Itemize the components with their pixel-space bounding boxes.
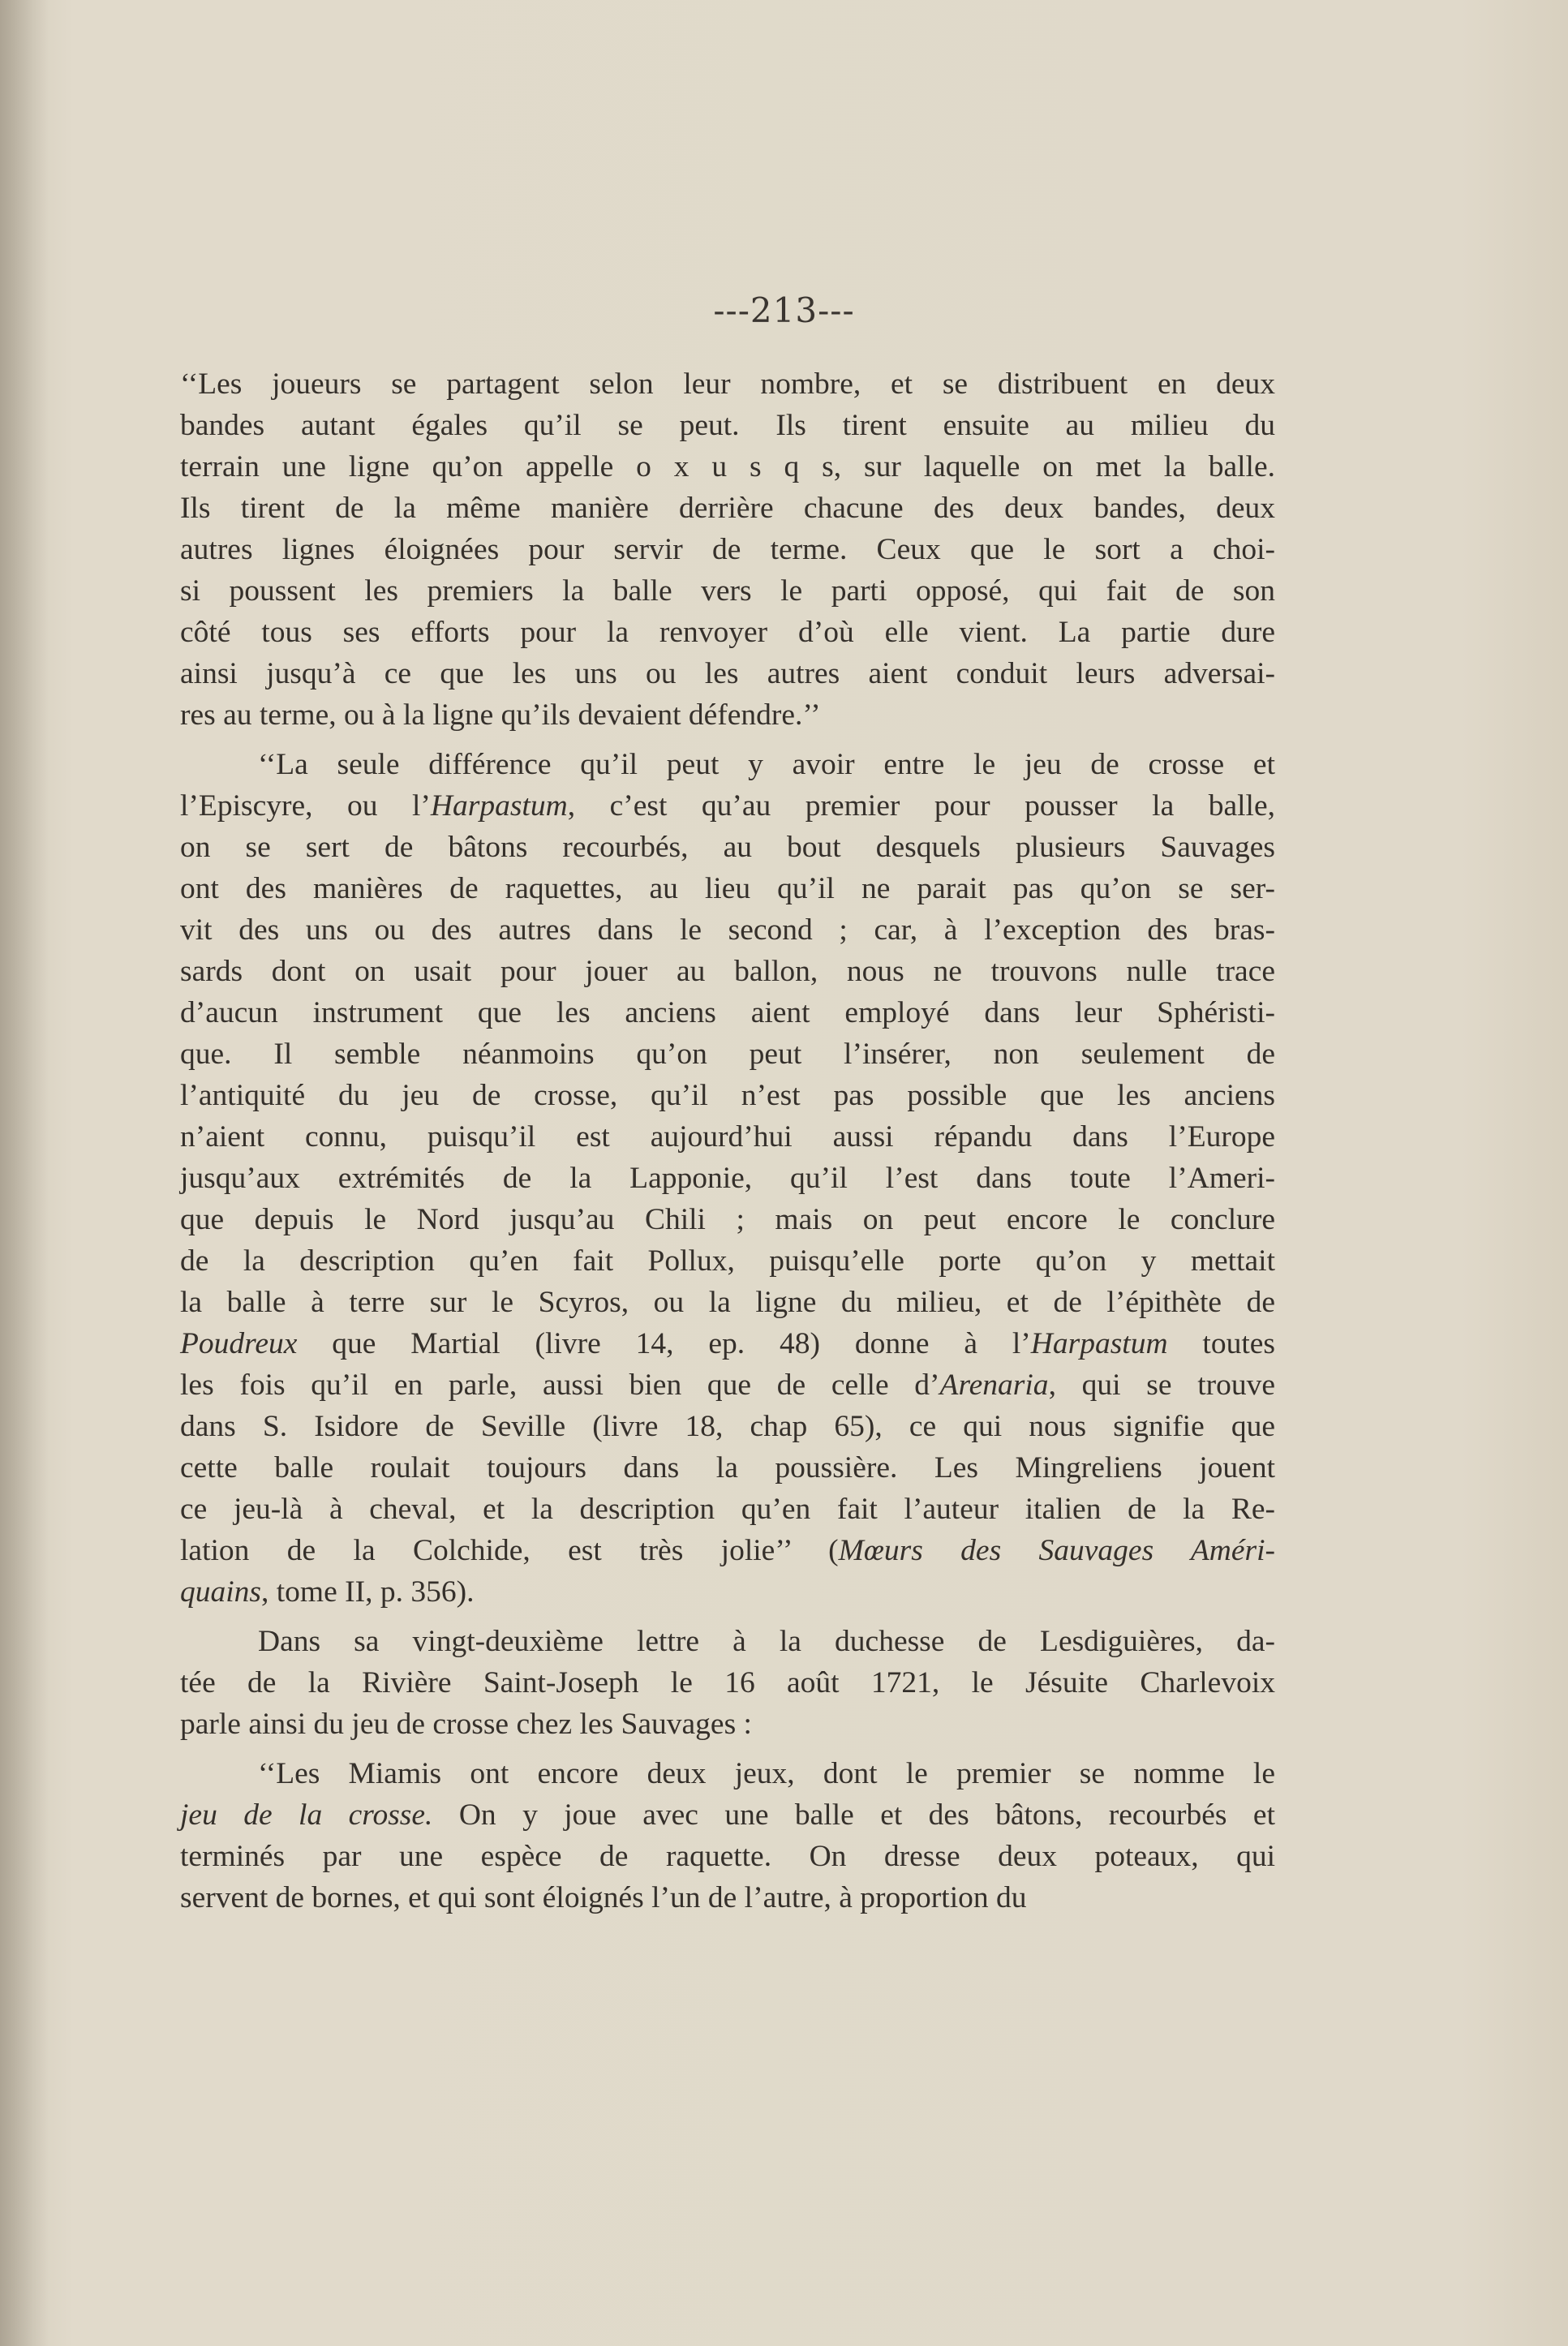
text-line	[180, 1489, 1275, 1530]
text-run: de la description qu’en fait Pollux, puisqu’elle porte qu’on y mettait	[180, 1244, 1275, 1278]
text-line	[180, 1662, 1275, 1704]
italic-text-run: Harpastum	[1030, 1327, 1168, 1360]
text-run: jusqu’aux extrémités de la Lapponie, qu’il l’est dans toute l’Ameri-	[180, 1162, 1275, 1195]
text-run: ‘‘Les Miamis ont encore deux jeux, dont le premier se nomme le	[258, 1757, 1275, 1790]
text-run: que depuis le Nord jusqu’au Chili ; mais on peut encore le conclure	[180, 1203, 1275, 1236]
text-run: ‘‘Les joueurs se partagent selon leur nombre, et se distribuent en deux	[180, 367, 1275, 401]
text-line	[180, 405, 1275, 446]
text-run: ainsi jusqu’à ce que les uns ou les autres aient conduit leurs adversai-	[180, 657, 1275, 690]
text-run: , qui se trouve	[1048, 1368, 1275, 1402]
italic-text-run: Mœurs des Sauvages Améri-	[838, 1534, 1275, 1567]
text-run: toutes	[1167, 1327, 1275, 1360]
text-run: terminés par une espèce de raquette. On dresse deux poteaux, qui	[180, 1840, 1275, 1873]
text-line	[180, 529, 1275, 570]
paragraph	[180, 1753, 1275, 1918]
text-run: , tome II, p. 356).	[261, 1575, 475, 1609]
italic-text-run: jeu de la crosse.	[180, 1798, 433, 1832]
text-line	[180, 1621, 1275, 1662]
text-line	[180, 1075, 1275, 1116]
text-run: vit des uns ou des autres dans le second ; car, à l’exception des bras-	[180, 913, 1275, 947]
text-line	[180, 785, 1275, 827]
text-run: Dans sa vingt-deuxième lettre à la duchesse de Lesdiguières, da-	[258, 1625, 1275, 1658]
text-run: , c’est qu’au premier pour pousser la balle,	[567, 789, 1275, 823]
text-line	[180, 909, 1275, 951]
paragraph	[180, 744, 1275, 1613]
text-run: parle ainsi du jeu de crosse chez les Sauvages :	[180, 1708, 752, 1741]
text-line	[180, 488, 1275, 529]
text-line	[180, 612, 1275, 653]
text-line	[180, 446, 1275, 488]
text-run: autres lignes éloignées pour servir de terme. Ceux que le sort a choi-	[180, 533, 1275, 566]
text-line	[180, 1158, 1275, 1199]
text-run: cette balle roulait toujours dans la poussière. Les Mingreliens jouent	[180, 1451, 1275, 1485]
text-line	[180, 1116, 1275, 1158]
page-number: ---213---	[713, 290, 855, 330]
text-run: n’aient connu, puisqu’il est aujourd’hui aussi répandu dans l’Europe	[180, 1120, 1275, 1154]
text-line	[180, 1571, 1275, 1613]
text-line	[180, 1240, 1275, 1282]
text-run: dans S. Isidore de Seville (livre 18, chap 65), ce qui nous signifie que	[180, 1410, 1275, 1443]
text-line	[180, 570, 1275, 612]
italic-text-run: Harpastum	[430, 789, 568, 823]
text-run: les fois qu’il en parle, aussi bien que de celle d’	[180, 1368, 940, 1402]
text-run: l’Episcyre, ou l’	[180, 789, 431, 823]
text-line	[180, 1282, 1275, 1323]
text-run: d’aucun instrument que les anciens aient employé dans leur Sphéristi-	[180, 996, 1275, 1029]
text-run: la balle à terre sur le Scyros, ou la ligne du milieu, et de l’épithète de	[180, 1286, 1275, 1319]
text-line	[180, 744, 1275, 785]
text-run: On y joue avec une balle et des bâtons, recourbés et	[432, 1798, 1275, 1832]
text-run: que. Il semble néanmoins qu’on peut l’insérer, non seulement de	[180, 1038, 1275, 1071]
text-line	[180, 1794, 1275, 1836]
text-line	[180, 951, 1275, 992]
text-line	[180, 1323, 1275, 1364]
text-run: bandes autant égales qu’il se peut. Ils tirent ensuite au milieu du	[180, 409, 1275, 442]
text-run: ce jeu-là à cheval, et la description qu’en fait l’auteur italien de la Re-	[180, 1493, 1275, 1526]
text-line	[180, 1447, 1275, 1489]
text-line	[180, 653, 1275, 694]
text-line	[180, 1199, 1275, 1240]
text-line	[180, 363, 1275, 405]
text-line	[180, 1530, 1275, 1571]
italic-text-run: Arenaria	[939, 1368, 1049, 1402]
text-line	[180, 868, 1275, 909]
paragraph	[180, 363, 1275, 736]
text-run: res au terme, ou à la ligne qu’ils devaient défendre.’’	[180, 698, 821, 732]
text-line	[180, 1033, 1275, 1075]
italic-text-run: quains	[180, 1575, 262, 1609]
text-run: que Martial (livre 14, ep. 48) donne à l’	[297, 1327, 1031, 1360]
text-line	[180, 1704, 1275, 1745]
text-line	[180, 827, 1275, 868]
text-run: ont des manières de raquettes, au lieu qu’il ne parait pas qu’on se ser-	[180, 872, 1275, 905]
text-run: côté tous ses efforts pour la renvoyer d’où elle vient. La partie dure	[180, 616, 1275, 649]
text-line	[180, 992, 1275, 1033]
text-run: on se sert de bâtons recourbés, au bout desquels plusieurs Sauvages	[180, 831, 1275, 864]
paragraph	[180, 1621, 1275, 1745]
text-line	[180, 1406, 1275, 1447]
text-line	[180, 1877, 1275, 1918]
text-run: Ils tirent de la même manière derrière chacune des deux bandes, deux	[180, 492, 1275, 525]
text-run: tée de la Rivière Saint-Joseph le 16 août 1721, le Jésuite Charlevoix	[180, 1666, 1275, 1699]
text-line	[180, 1753, 1275, 1794]
italic-text-run: Poudreux	[180, 1327, 298, 1360]
text-run: si poussent les premiers la balle vers le parti opposé, qui fait de son	[180, 574, 1275, 608]
text-line	[180, 1836, 1275, 1877]
text-line	[180, 1364, 1275, 1406]
text-run: l’antiquité du jeu de crosse, qu’il n’est pas possible que les anciens	[180, 1079, 1275, 1112]
text-run: sards dont on usait pour jouer au ballon, nous ne trouvons nulle trace	[180, 955, 1275, 988]
text-run: terrain une ligne qu’on appelle o x u s q s, sur laquelle on met la balle.	[180, 450, 1275, 483]
binding-shadow	[0, 0, 49, 2346]
text-run: servent de bornes, et qui sont éloignés l’un de l’autre, à proportion du	[180, 1881, 1027, 1914]
text-run: ‘‘La seule différence qu’il peut y avoir entre le jeu de crosse et	[258, 748, 1275, 781]
text-line	[180, 694, 1275, 736]
text-run: lation de la Colchide, est très jolie’’ (	[180, 1534, 839, 1567]
body-text	[180, 363, 1275, 1927]
